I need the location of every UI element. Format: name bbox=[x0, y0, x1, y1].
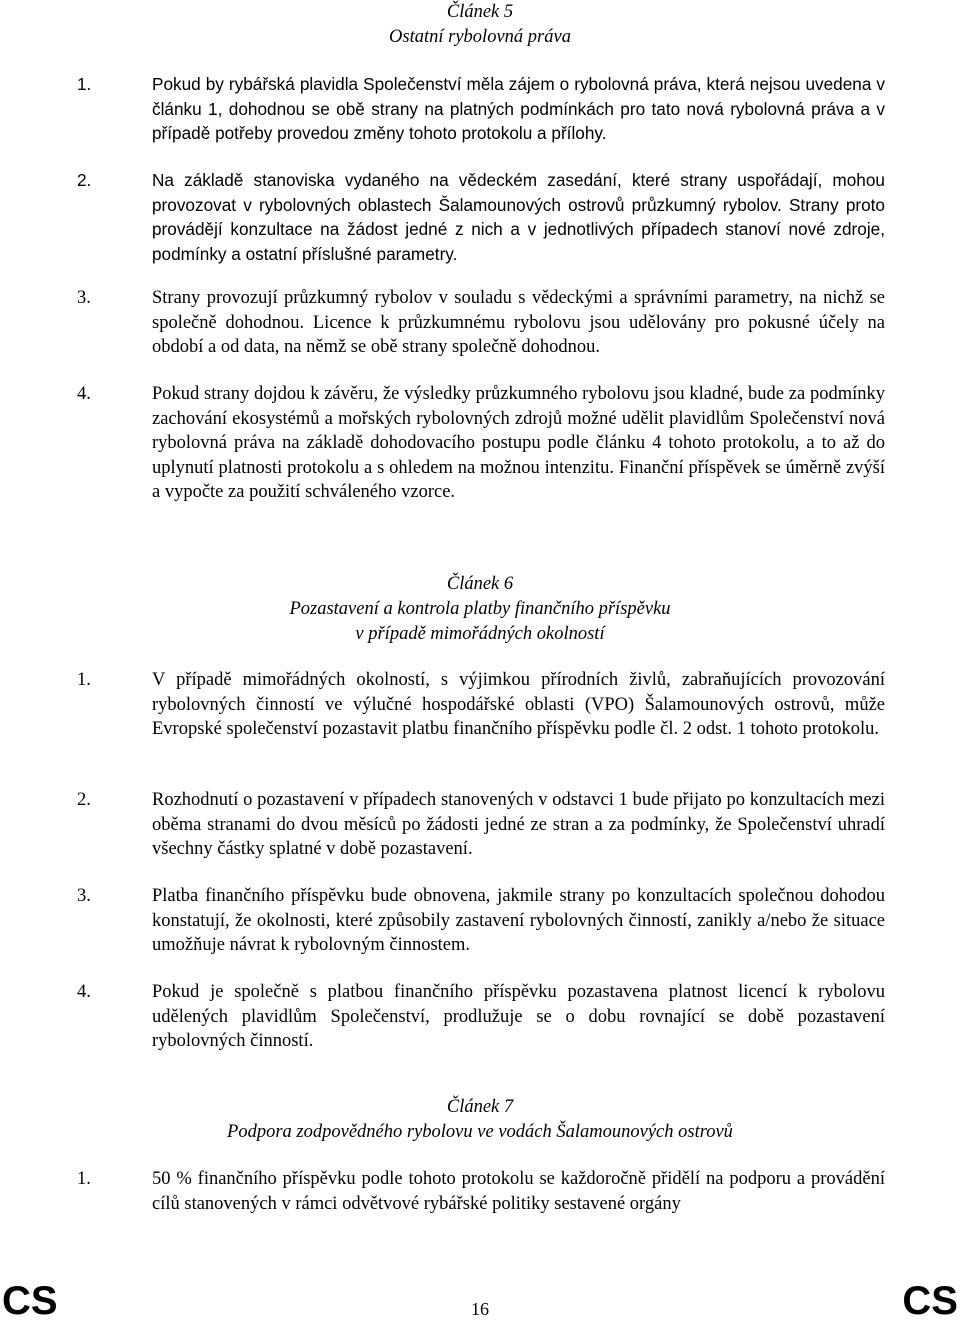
paragraph-text: Pokud je společně s platbou finančního příspěvku pozastavena platnost licencí k rybolovu udělených plavidlům Společenství, prodlužuje se o dobu rovnající se době pozastavení rybolovných činností. bbox=[152, 982, 885, 1051]
paragraph-number: 4. bbox=[77, 384, 91, 404]
paragraph-text: Platba finančního příspěvku bude obnovena, jakmile strany po konzultacích společnou dohodou konstatují, že okolnosti, které způsobily zastavení rybolovných činností, zanikly a/nebo že situace umožňuje návrat k rybolovným činnostem. bbox=[152, 886, 885, 955]
paragraph-number: 2. bbox=[77, 790, 91, 810]
article-title: Článek 5 bbox=[446, 2, 514, 22]
paragraph-number: 3. bbox=[77, 886, 91, 906]
article-6-heading bbox=[0, 572, 960, 647]
paragraph-number: 4. bbox=[77, 982, 91, 1002]
paragraph-text: Pokud by rybářská plavidla Společenství měla zájem o rybolovná práva, která nejsou uvedena v článku 1, dohodnou se obě strany na platných podmínkách pro tato nová rybolovná práva a v případě potřeby provedou změny tohoto protokolu a přílohy. bbox=[152, 74, 885, 143]
article-subtitle: Pozastavení a kontrola platby finančního příspěvku bbox=[289, 599, 671, 619]
article-subtitle: Ostatní rybolovná práva bbox=[389, 27, 571, 47]
paragraph-text: Na základě stanoviska vydaného na vědeckém zasedání, které strany uspořádají, mohou provozovat v rybolovných oblastech Šalamounových ostrovů průzkumný rybolov. Strany proto provádějí konzultace na žádost jedné z nich a v jednotlivých případech stanoví nové zdroje, podmínky a ostatní příslušné parametry. bbox=[152, 170, 885, 264]
paragraph-text: Pokud strany dojdou k závěru, že výsledky průzkumného rybolovu jsou kladné, bude za podmínky zachování ekosystémů a mořských rybolovných zdrojů možné udělit plavidlům Společenství nová rybolovná práva na základě dohodovacího postupu podle článku 4 tohoto protokolu, a to až do uplynutí platnosti protokolu a s ohledem na možnou intenzitu. Finanční příspěvek se úměrně zvýší a vypočte za použití schváleného vzorce. bbox=[152, 384, 885, 502]
paragraph-number: 3. bbox=[77, 288, 91, 308]
article-title: Článek 6 bbox=[446, 574, 514, 594]
page-number: 16 bbox=[471, 1299, 489, 1319]
paragraph-text: Strany provozují průzkumný rybolov v souladu s vědeckými a správními parametry, na nichž se společně dohodnou. Licence k průzkumnému rybolovu jsou udělovány pro pokusné účely na období a od data, na němž se obě strany společně dohodnou. bbox=[152, 288, 885, 357]
article-7-heading bbox=[0, 1095, 960, 1145]
paragraph-number: 1. bbox=[77, 74, 92, 94]
paragraph-text: V případě mimořádných okolností, s výjimkou přírodních živlů, zabraňujících provozování rybolovných činností ve výlučné hospodářské oblasti (VPO) Šalamounových ostrovů, může Evropské společenství pozastavit platbu finančního příspěvku podle čl. 2 odst. 1 tohoto protokolu. bbox=[152, 670, 885, 739]
paragraph-number: 2. bbox=[77, 170, 92, 190]
paragraph-text: Rozhodnutí o pozastavení v případech stanovených v odstavci 1 bude přijato po konzultacích mezi oběma stranami do dvou měsíců po žádosti jedné ze stran a za podmínky, že Společenství uhradí všechny částky splatné v době pozastavení. bbox=[152, 790, 885, 859]
paragraph-number: 1. bbox=[77, 670, 91, 690]
article-5-heading bbox=[0, 0, 960, 50]
article-subtitle: Podpora zodpovědného rybolovu ve vodách Šalamounových ostrovů bbox=[227, 1122, 733, 1142]
paragraph-number: 1. bbox=[77, 1169, 91, 1189]
paragraph-text: 50 % finančního příspěvku podle tohoto protokolu se každoročně přidělí na podporu a provádění cílů stanovených v rámci odvětvové rybářské politiky sestavené orgány bbox=[152, 1169, 885, 1214]
article-title: Článek 7 bbox=[446, 1097, 514, 1117]
article-subtitle: v případě mimořádných okolností bbox=[355, 624, 605, 644]
footer-language-code-left: CS bbox=[2, 1279, 58, 1323]
footer-language-code-right: CS bbox=[902, 1279, 958, 1323]
